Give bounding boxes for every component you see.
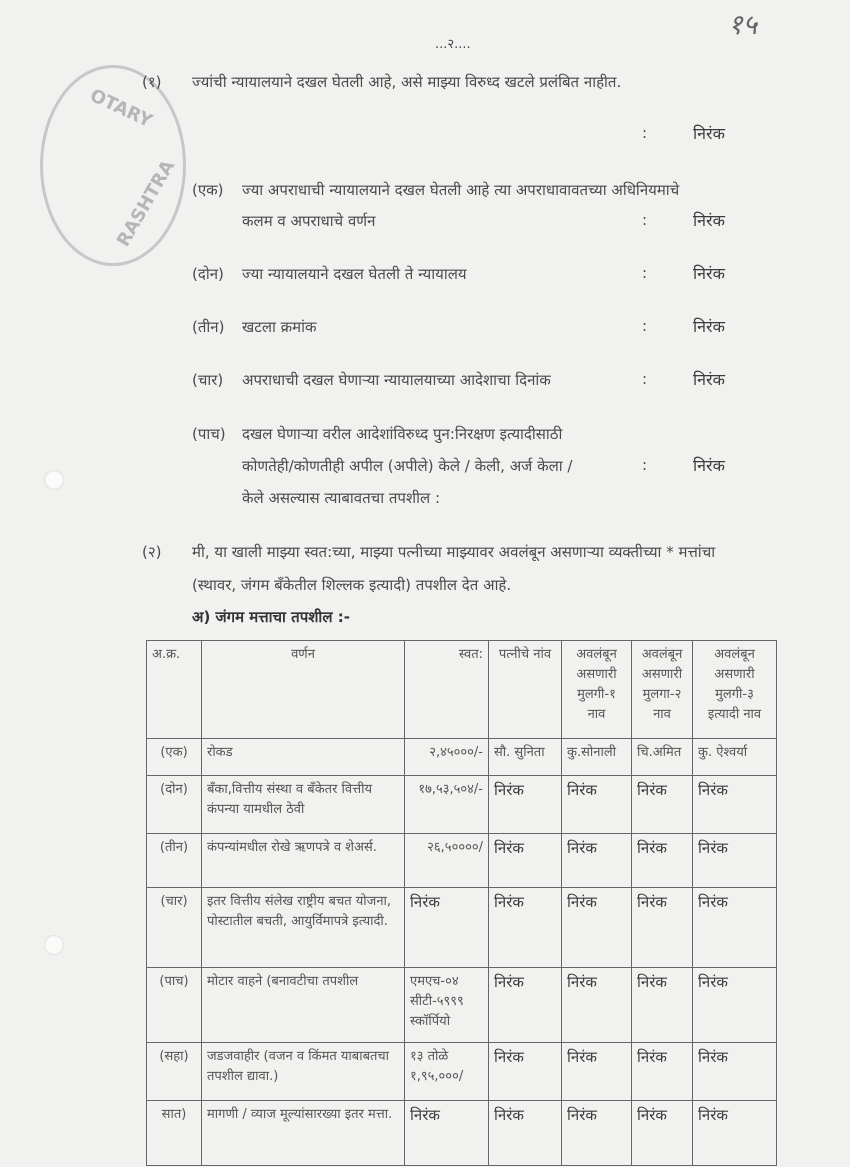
table-row [147,968,777,1043]
colon: : [642,456,648,474]
colon: : [642,317,648,335]
cell-dependent-1: निरंक [562,834,632,888]
cell-dependent-3: निरंक [693,776,777,834]
cell-wife: सौ. सुनिता [489,739,562,776]
cell-self: निरंक [405,1101,489,1166]
cell-wife: निरंक [489,776,562,834]
cell-description: मोटार वाहने (बनावटीचा तपशील [202,968,405,1043]
cell-wife: निरंक [489,1043,562,1101]
table-row [147,1043,777,1101]
page-marker: ...२.... [435,37,471,52]
punch-hole [44,935,64,955]
item-value: निरंक [693,456,725,475]
cell-dependent-3: कु. ऐश्वर्या [693,739,777,776]
cell-dependent-2: निरंक [632,888,693,968]
header-serial: अ.क्र. [147,641,202,739]
cell-serial: (तीन) [147,834,202,888]
colon: : [642,211,648,229]
cell-self: २६,५००००/ [405,834,489,888]
section1-value: निरंक [693,124,725,143]
item-number: (दोन) [192,265,224,283]
movable-assets-table [146,640,777,1166]
cell-dependent-2: निरंक [632,776,693,834]
item-text: दखल घेणाऱ्या वरील आदेशांविरुध्द पुन:निरक्षण इत्यादीसाठी [242,425,563,443]
section1-number: (१) [142,73,162,91]
header-description: वर्णन [202,641,405,739]
cell-description: मागणी / व्याज मूल्यांसारख्या इतर मत्ता. [202,1101,405,1166]
section2-text: (स्थावर, जंगम बँकेतील शिल्लक इत्यादी) तपशील देत आहे. [192,576,512,594]
item-value: निरंक [693,370,725,389]
colon: : [642,264,648,282]
cell-dependent-1: निरंक [562,776,632,834]
cell-dependent-1: निरंक [562,1101,632,1166]
notary-stamp: OTARY RASHTRA [40,65,186,266]
cell-serial: सात) [147,1101,202,1166]
cell-serial: (सहा) [147,1043,202,1101]
punch-hole [44,470,64,490]
cell-description: कंपन्यांमधील रोखे ऋणपत्रे व शेअर्स. [202,834,405,888]
cell-self: १७,५३,५०४/- [405,776,489,834]
table-row [147,834,777,888]
cell-description: बँका,वित्तीय संस्था व बँकेतर वित्तीय कंपन्या यामधील ठेवी [202,776,405,834]
item-text: केले असल्यास त्याबावतचा तपशील : [242,489,441,507]
cell-dependent-2: निरंक [632,968,693,1043]
item-number: (पाच) [192,425,226,443]
cell-dependent-1: कु.सोनाली [562,739,632,776]
item-value: निरंक [693,211,725,230]
item-value: निरंक [693,317,725,336]
item-text: ज्या न्यायालयाने दखल घेतली ते न्यायालय [242,265,467,283]
cell-serial: (दोन) [147,776,202,834]
header-dependent-2: अवलंबून असणारी मुलगा-२ नाव [632,641,693,739]
cell-description: इतर वित्तीय संलेख राष्ट्रीय बचत योजना, पोस्टातील बचती, आयुर्विमापत्रे इत्यादी. [202,888,405,968]
item-text: कोणतेही/कोणतीही अपील (अपीले) केले / केली, अर्ज केला / [242,457,573,475]
cell-dependent-2: निरंक [632,1043,693,1101]
cell-description: जडजवाहीर (वजन व किंमत याबाबतचा तपशील द्यावा.) [202,1043,405,1101]
item-value: निरंक [693,264,725,283]
cell-dependent-3: निरंक [693,1043,777,1101]
cell-dependent-3: निरंक [693,834,777,888]
header-self: स्वत: [405,641,489,739]
header-dependent-1: अवलंबून असणारी मुलगी-१ नाव [562,641,632,739]
section2-text: मी, या खाली माझ्या स्वत:च्या, माझ्या पत्नीच्या माझ्यावर अवलंबून असणाऱ्या व्यक्तीच्या * मत्तांचा [192,543,716,561]
cell-dependent-2: निरंक [632,834,693,888]
table-row [147,888,777,968]
cell-serial: (एक) [147,739,202,776]
cell-description: रोकड [202,739,405,776]
cell-dependent-2: चि.अमित [632,739,693,776]
table-header-row [147,641,777,739]
table-row [147,776,777,834]
table-row [147,739,777,776]
cell-dependent-1: निरंक [562,888,632,968]
item-text: कलम व अपराधाचे वर्णन [242,212,376,230]
cell-wife: निरंक [489,834,562,888]
item-text: खटला क्रमांक [242,318,317,336]
cell-dependent-3: निरंक [693,1101,777,1166]
cell-dependent-1: निरंक [562,1043,632,1101]
item-number: (एक) [192,181,224,199]
cell-self: एमएच-०४ सीटी-५९९९ स्कॉर्पियो [405,968,489,1043]
cell-wife: निरंक [489,1101,562,1166]
cell-self: निरंक [405,888,489,968]
item-text: अपराधाची दखल घेणाऱ्या न्यायालयाच्या आदेशाचा दिनांक [242,371,551,389]
colon: : [642,124,648,142]
cell-self: १३ तोळे १,९५,०००/ [405,1043,489,1101]
section1-text: ज्यांची न्यायालयाने दखल घेतली आहे, असे माझ्या विरुध्द खटले प्रलंबित नाहीत. [192,73,622,91]
movable-assets-heading: अ) जंगम मत्ताचा तपशील :- [192,608,350,626]
item-number: (तीन) [192,318,225,336]
cell-serial: (चार) [147,888,202,968]
cell-dependent-3: निरंक [693,968,777,1043]
cell-wife: निरंक [489,968,562,1043]
table-row [147,1101,777,1166]
handwritten-page-number: १५ [728,8,758,41]
cell-dependent-2: निरंक [632,1101,693,1166]
item-number: (चार) [192,371,224,389]
cell-serial: (पाच) [147,968,202,1043]
header-wife: पत्नीचे नांव [489,641,562,739]
item-text: ज्या अपराधाची न्यायालयाने दखल घेतली आहे त्या अपराधावावतच्या अधिनियमाचे [242,181,680,199]
cell-self: २,४५०००/- [405,739,489,776]
colon: : [642,370,648,388]
cell-dependent-3: निरंक [693,888,777,968]
cell-wife: निरंक [489,888,562,968]
header-dependent-3: अवलंबून असणारी मुलगी-३ इत्यादी नाव [693,641,777,739]
section2-number: (२) [142,543,162,561]
cell-dependent-1: निरंक [562,968,632,1043]
